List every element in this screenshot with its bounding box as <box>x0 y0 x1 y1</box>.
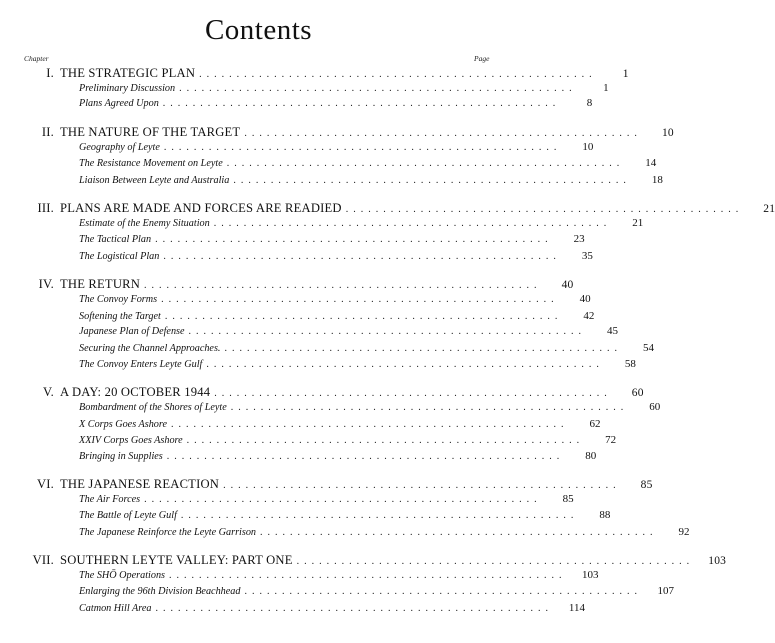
page-number: 18 <box>651 174 663 186</box>
dot-leader: ..................................................... <box>186 435 585 446</box>
page-number: 103 <box>582 569 599 581</box>
toc-section-row <box>79 569 599 585</box>
dot-leader: ..................................................... <box>199 69 597 80</box>
page-number: 62 <box>589 418 601 430</box>
toc-chapter-row <box>14 66 629 82</box>
dot-leader: ..................................................... <box>161 294 559 305</box>
dot-leader: ..................................................... <box>166 451 565 462</box>
section-title: The Resistance Movement on Leyte <box>79 158 223 169</box>
page-number: 72 <box>605 434 617 446</box>
page-number: 10 <box>582 141 594 153</box>
toc-section-row <box>79 602 585 618</box>
dot-leader: ..................................................... <box>223 480 621 491</box>
section-title: Geography of Leyte <box>79 142 160 153</box>
section-title: The Convoy Enters Leyte Gulf <box>79 359 203 370</box>
dot-leader: ..................................................... <box>171 419 569 430</box>
page-number: 54 <box>642 342 654 354</box>
section-title: Liaison Between Leyte and Australia <box>79 175 230 186</box>
dot-leader: ..................................................... <box>230 402 629 413</box>
dot-leader: ..................................................... <box>296 556 695 567</box>
dot-leader: ..................................................... <box>180 510 579 521</box>
page-number: 58 <box>624 358 636 370</box>
dot-leader: ..................................................... <box>144 494 542 505</box>
dot-leader: ..................................................... <box>155 234 553 245</box>
page-number: 103 <box>708 555 727 567</box>
dot-leader: ..................................................... <box>188 326 587 337</box>
section-title: XXIV Corps Goes Ashore <box>79 435 183 446</box>
toc-chapter-row <box>14 385 644 401</box>
page-number: 45 <box>607 325 619 337</box>
toc-section-row <box>79 509 611 525</box>
toc-chapter-row <box>14 553 727 569</box>
dot-leader: ..................................................... <box>233 175 631 186</box>
section-title: The Logistical Plan <box>79 251 160 262</box>
toc-chapter-row <box>14 201 775 217</box>
page-number: 40 <box>561 279 574 291</box>
page-number: 85 <box>640 479 653 491</box>
dot-leader: ..................................................... <box>244 128 642 139</box>
chapter-number: VI. <box>36 477 54 491</box>
page-number: 114 <box>568 602 585 614</box>
dot-leader: ..................................................... <box>224 343 622 354</box>
section-title: Softening the Target <box>79 311 161 322</box>
section-title: The Convoy Forms <box>79 294 158 305</box>
section-title: Bombardment of the Shores of Leyte <box>79 402 227 413</box>
page-column-header: Page <box>474 54 490 63</box>
toc-chapter-row <box>14 125 674 141</box>
page-number: 92 <box>678 526 690 538</box>
page-number: 88 <box>599 509 611 521</box>
section-title: The SHŌ Operations <box>79 570 166 581</box>
chapter-number: V. <box>42 385 54 399</box>
page-number: 21 <box>763 203 775 215</box>
dot-leader: ..................................................... <box>206 359 604 370</box>
toc-section-row <box>79 174 663 190</box>
toc-section-row <box>79 217 644 233</box>
dot-leader: ..................................................... <box>164 311 563 322</box>
dot-leader: ..................................................... <box>214 388 612 399</box>
page-title: Contents <box>204 14 313 46</box>
toc-section-row <box>79 450 597 466</box>
dot-leader: ..................................................... <box>345 204 744 215</box>
page-number: 85 <box>562 493 574 505</box>
section-title: The Japanese Reinforce the Leyte Garrison <box>79 527 257 538</box>
chapter-number: I. <box>46 66 54 80</box>
page-number: 23 <box>573 233 585 245</box>
page-number: 60 <box>649 401 661 413</box>
page-number: 80 <box>585 450 597 462</box>
toc-section-row <box>79 401 661 417</box>
toc-section-row <box>79 233 585 249</box>
chapter-title: THE JAPANESE REACTION <box>60 477 220 491</box>
section-title: Estimate of the Enemy Situation <box>79 218 210 229</box>
chapter-column-header: Chapter <box>24 54 49 63</box>
section-title: The Battle of Leyte Gulf <box>79 510 177 521</box>
dot-leader: ..................................................... <box>226 158 625 169</box>
toc-section-row <box>79 342 654 358</box>
toc-section-row <box>79 325 619 341</box>
chapter-title: THE RETURN <box>60 277 141 291</box>
chapter-title: THE NATURE OF THE TARGET <box>60 125 241 139</box>
chapter-title: A DAY: 20 OCTOBER 1944 <box>60 385 211 399</box>
toc-section-row <box>79 526 690 542</box>
toc-chapter-row <box>14 477 653 493</box>
dot-leader: ..................................................... <box>162 98 561 109</box>
dot-leader: ..................................................... <box>179 83 577 94</box>
chapter-number: IV. <box>38 277 54 291</box>
section-title: Bringing in Supplies <box>79 451 163 462</box>
dot-leader: ..................................................... <box>163 251 561 262</box>
chapter-title: PLANS ARE MADE AND FORCES ARE READIED <box>60 201 342 215</box>
toc-chapter-row <box>14 277 574 293</box>
section-title: Preliminary Discussion <box>79 83 176 94</box>
page-number: 107 <box>657 585 674 597</box>
toc-section-row <box>79 97 593 113</box>
dot-leader: ..................................................... <box>213 218 612 229</box>
toc-section-row <box>79 358 636 374</box>
dot-leader: ..................................................... <box>244 586 642 597</box>
toc-section-row <box>79 493 574 509</box>
dot-leader: ..................................................... <box>155 603 553 614</box>
toc-section-row <box>79 157 657 173</box>
dot-leader: ..................................................... <box>169 570 567 581</box>
section-title: The Tactical Plan <box>79 234 152 245</box>
toc-section-row <box>79 141 594 157</box>
toc-section-row <box>79 310 595 326</box>
toc-section-row <box>79 434 617 450</box>
page-number: 21 <box>632 217 644 229</box>
chapter-title: THE STRATEGIC PLAN <box>60 66 196 80</box>
chapter-number: III. <box>37 201 54 215</box>
section-title: The Air Forces <box>79 494 141 505</box>
section-title: Plans Agreed Upon <box>79 98 159 109</box>
page-number: 14 <box>645 157 657 169</box>
toc-section-row <box>79 418 601 434</box>
chapter-number: II. <box>41 125 54 139</box>
chapter-title: SOUTHERN LEYTE VALLEY: PART ONE <box>60 553 293 567</box>
section-title: X Corps Goes Ashore <box>79 419 168 430</box>
chapter-number: VII. <box>32 553 54 567</box>
page-number: 1 <box>603 82 609 94</box>
dot-leader: ..................................................... <box>144 280 542 291</box>
section-title: Catmon Hill Area <box>79 603 152 614</box>
section-title: Enlarging the 96th Division Beachhead <box>79 586 241 597</box>
dot-leader: ..................................................... <box>163 142 562 153</box>
page-number: 8 <box>586 97 593 109</box>
page-number: 1 <box>622 68 629 80</box>
page-number: 40 <box>579 293 591 305</box>
page-number: 35 <box>581 250 593 262</box>
section-title: Securing the Channel Approaches. <box>79 343 221 354</box>
toc-section-row <box>79 250 593 266</box>
section-title: Japanese Plan of Defense <box>79 326 185 337</box>
dot-leader: ..................................................... <box>260 527 658 538</box>
toc-section-row <box>79 82 609 98</box>
page-number: 60 <box>631 387 644 399</box>
toc-section-row <box>79 293 591 309</box>
toc-section-row <box>79 585 674 601</box>
page-number: 10 <box>661 127 674 139</box>
page-number: 42 <box>583 310 595 322</box>
